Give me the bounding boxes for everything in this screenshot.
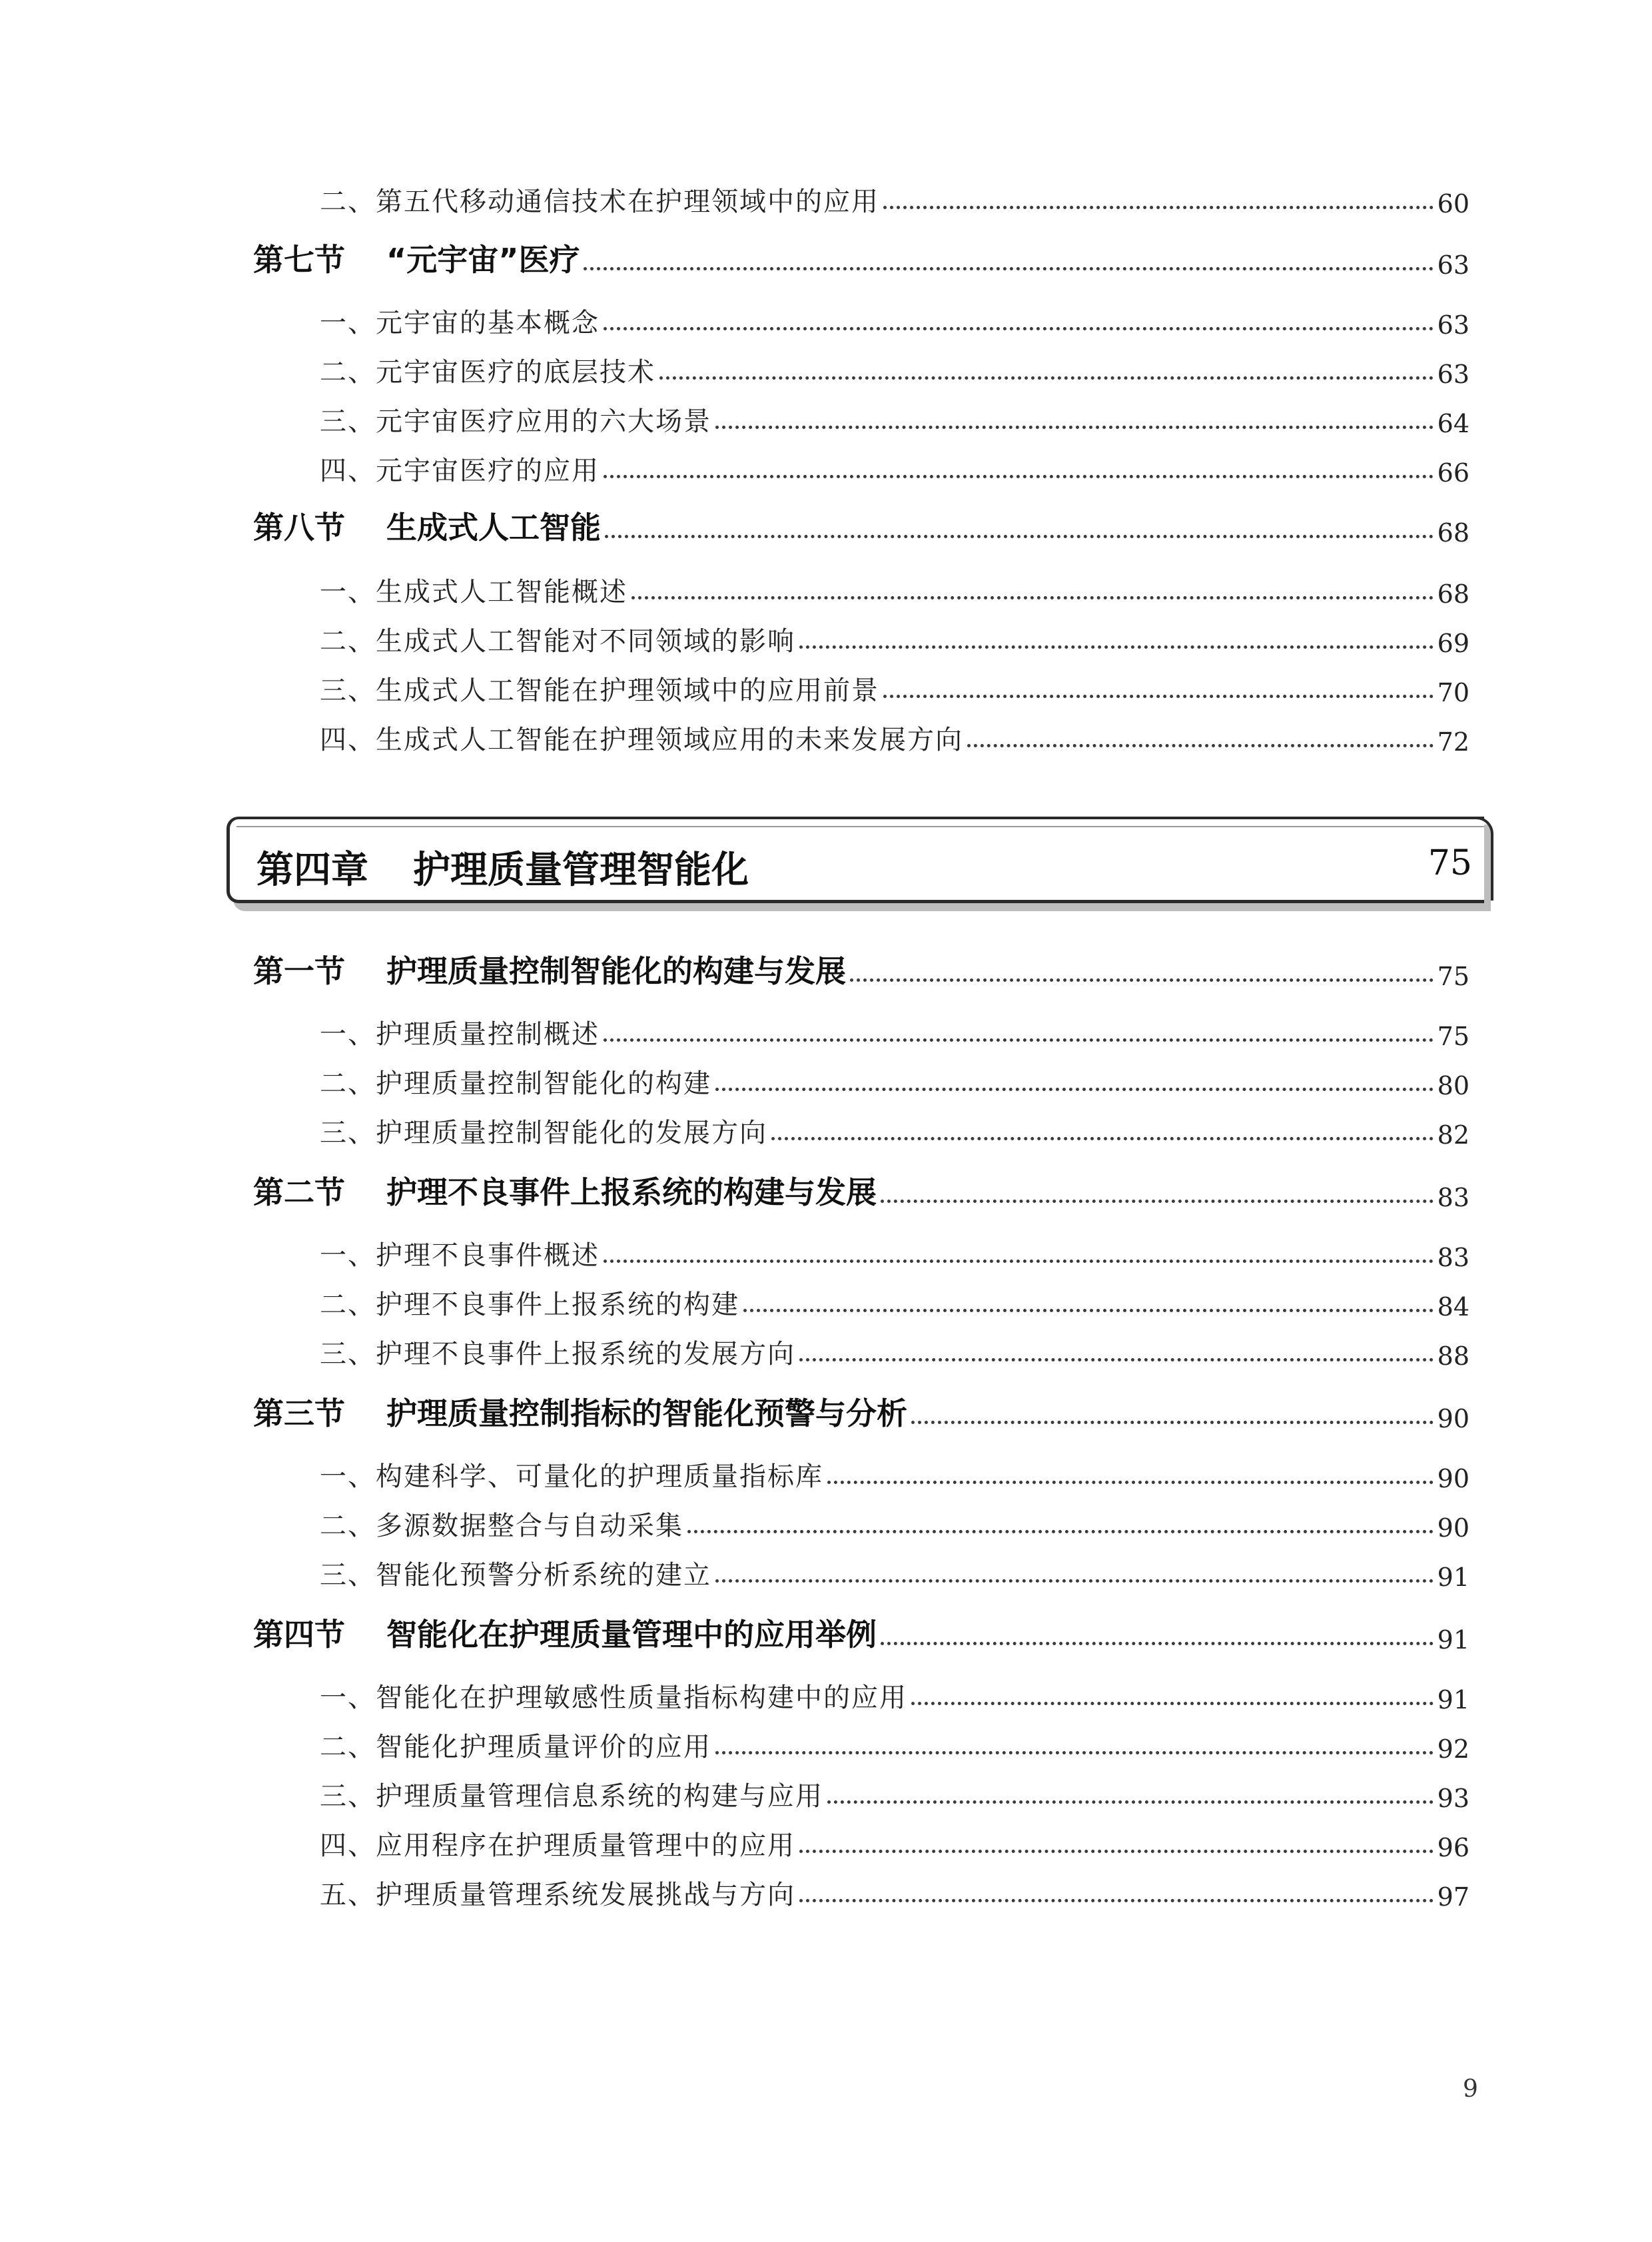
toc-entry-page: 75 <box>1437 1022 1469 1051</box>
section-label: 第二节 <box>253 1174 345 1210</box>
toc-section[interactable] <box>0 233 1652 280</box>
toc-section-page: 91 <box>1437 1625 1469 1655</box>
toc-section-title <box>253 236 580 280</box>
toc-entry[interactable] <box>0 1324 1652 1371</box>
toc-entry-title: 二、生成式人工智能对不同领域的影响 <box>320 626 795 657</box>
toc-entry-page: 72 <box>1437 727 1469 757</box>
section-label: 第四节 <box>253 1617 345 1653</box>
toc-entry[interactable] <box>0 1545 1652 1592</box>
toc-entry-page: 82 <box>1437 1120 1469 1150</box>
toc-entry-page: 83 <box>1437 1243 1469 1272</box>
leader-dots <box>584 267 1433 270</box>
toc-entry[interactable] <box>0 1816 1652 1862</box>
leader-dots <box>881 1642 1434 1645</box>
toc-entry[interactable] <box>0 1865 1652 1912</box>
toc-section-page: 75 <box>1437 962 1469 991</box>
toc-section-title <box>253 504 601 548</box>
toc-entry-title: 三、智能化预警分析系统的建立 <box>320 1560 711 1591</box>
toc-entry[interactable] <box>0 1668 1652 1714</box>
toc-entry-page: 63 <box>1437 360 1469 389</box>
leader-dots <box>659 376 1434 380</box>
section-label: 第三节 <box>253 1395 345 1431</box>
toc-entry-page: 80 <box>1437 1071 1469 1100</box>
toc-section[interactable] <box>0 501 1652 548</box>
leader-dots <box>687 1530 1434 1533</box>
leader-dots <box>604 1260 1434 1263</box>
section-name: “元宇宙”医疗 <box>386 242 580 278</box>
leader-dots <box>715 1579 1434 1583</box>
toc-entry[interactable] <box>0 1054 1652 1100</box>
leader-dots <box>743 1309 1434 1312</box>
toc-entry[interactable] <box>0 710 1652 757</box>
leader-dots <box>715 426 1434 429</box>
toc-entry-title: 三、护理质量控制智能化的发展方向 <box>320 1118 767 1148</box>
leader-dots <box>604 1038 1434 1042</box>
toc-entry[interactable] <box>0 1496 1652 1543</box>
leader-dots <box>881 1200 1434 1203</box>
section-name: 生成式人工智能 <box>386 510 601 546</box>
toc-entry-title: 三、护理不良事件上报系统的发展方向 <box>320 1339 795 1369</box>
toc-entry-page: 70 <box>1437 678 1469 707</box>
banner-inner-line <box>236 826 1484 827</box>
section-name: 护理质量控制指标的智能化预警与分析 <box>386 1395 907 1431</box>
toc-entry-page: 64 <box>1437 409 1469 438</box>
leader-dots <box>799 1358 1434 1361</box>
toc-entry-title: 三、护理质量管理信息系统的构建与应用 <box>320 1781 823 1812</box>
toc-section[interactable] <box>0 1608 1652 1655</box>
leader-dots <box>850 978 1434 982</box>
toc-entry-page: 66 <box>1437 458 1469 488</box>
toc-entry-title: 二、多源数据整合与自动采集 <box>320 1511 683 1541</box>
toc-entry-page: 91 <box>1437 1563 1469 1592</box>
toc-entry-page: 97 <box>1437 1882 1469 1912</box>
toc-entry[interactable] <box>0 1004 1652 1051</box>
toc-entry-page: 92 <box>1437 1734 1469 1764</box>
toc-entry-page: 93 <box>1437 1784 1469 1813</box>
toc-entry[interactable] <box>0 293 1652 340</box>
toc-entry[interactable] <box>0 661 1652 707</box>
toc-entry[interactable] <box>0 1275 1652 1321</box>
toc-entry[interactable] <box>0 392 1652 438</box>
toc-section-page: 90 <box>1437 1404 1469 1433</box>
toc-entry[interactable] <box>0 441 1652 488</box>
toc-entry-title: 一、元宇宙的基本概念 <box>320 308 600 338</box>
toc-section[interactable] <box>0 1166 1652 1212</box>
section-label: 第一节 <box>253 953 345 989</box>
toc-entry-title: 二、智能化护理质量评价的应用 <box>320 1732 711 1762</box>
toc-entry-title: 四、生成式人工智能在护理领域应用的未来发展方向 <box>320 725 963 755</box>
toc-entry-title: 一、构建科学、可量化的护理质量指标库 <box>320 1461 823 1492</box>
leader-dots <box>883 206 1434 209</box>
toc-entry-title: 二、元宇宙医疗的底层技术 <box>320 357 655 388</box>
leader-dots <box>771 1137 1434 1140</box>
toc-entry-page: 69 <box>1437 629 1469 658</box>
toc-entry[interactable] <box>0 172 1652 218</box>
chapter-name: 护理质量管理智能化 <box>413 849 749 892</box>
toc-section-title <box>253 1389 907 1433</box>
leader-dots <box>605 535 1434 538</box>
toc-entry-page: 91 <box>1437 1685 1469 1714</box>
toc-section[interactable] <box>0 944 1652 991</box>
toc-entry-page: 63 <box>1437 310 1469 340</box>
leader-dots <box>604 475 1434 478</box>
leader-dots <box>911 1421 1434 1424</box>
toc-entry-title: 四、应用程序在护理质量管理中的应用 <box>320 1830 795 1861</box>
toc-entry-title: 二、第五代移动通信技术在护理领域中的应用 <box>320 187 879 217</box>
chapter-banner[interactable] <box>226 817 1484 903</box>
leader-dots <box>715 1088 1434 1091</box>
chapter-label: 第四章 <box>256 849 368 892</box>
chapter-page: 75 <box>1428 843 1472 883</box>
toc-entry-title: 一、护理不良事件概述 <box>320 1240 600 1271</box>
toc-entry[interactable] <box>0 1103 1652 1150</box>
section-label: 第八节 <box>253 510 345 546</box>
section-name: 护理不良事件上报系统的构建与发展 <box>386 1174 877 1210</box>
toc-section-page: 63 <box>1437 250 1469 280</box>
toc-entry-title: 一、生成式人工智能概述 <box>320 577 627 607</box>
toc-entry-title: 四、元宇宙医疗的应用 <box>320 456 600 486</box>
chapter-title <box>256 841 749 894</box>
toc-entry[interactable] <box>0 611 1652 658</box>
toc-entry-title: 一、智能化在护理敏感性质量指标构建中的应用 <box>320 1682 907 1713</box>
toc-section-title <box>253 1168 877 1212</box>
leader-dots <box>799 1899 1434 1902</box>
toc-entry-page: 90 <box>1437 1464 1469 1493</box>
toc-entry-page: 60 <box>1437 189 1469 218</box>
leader-dots <box>631 596 1434 599</box>
leader-dots <box>967 744 1434 747</box>
leader-dots <box>604 327 1434 330</box>
toc-entry[interactable] <box>0 342 1652 389</box>
leader-dots <box>911 1702 1434 1705</box>
toc-entry[interactable] <box>0 1226 1652 1272</box>
toc-entry-title: 二、护理质量控制智能化的构建 <box>320 1068 711 1099</box>
toc-section-page: 83 <box>1437 1183 1469 1212</box>
toc-entry-title: 三、元宇宙医疗应用的六大场景 <box>320 406 711 437</box>
section-name: 智能化在护理质量管理中的应用举例 <box>386 1617 877 1653</box>
toc-entry[interactable] <box>0 1717 1652 1764</box>
leader-dots <box>827 1800 1434 1804</box>
page-number: 9 <box>1463 2075 1478 2103</box>
toc-section-title <box>253 1611 877 1655</box>
toc-entry-page: 96 <box>1437 1833 1469 1862</box>
leader-dots <box>827 1481 1434 1484</box>
section-label: 第七节 <box>253 242 345 278</box>
toc-entry-title: 二、护理不良事件上报系统的构建 <box>320 1290 739 1320</box>
toc-section[interactable] <box>0 1387 1652 1433</box>
leader-dots <box>883 695 1434 698</box>
toc-entry[interactable] <box>0 562 1652 609</box>
toc-entry[interactable] <box>0 1766 1652 1813</box>
toc-entry-page: 88 <box>1437 1341 1469 1371</box>
toc-entry-title: 五、护理质量管理系统发展挑战与方向 <box>320 1880 795 1910</box>
toc-entry-title: 一、护理质量控制概述 <box>320 1019 600 1050</box>
toc-entry-page: 84 <box>1437 1292 1469 1321</box>
leader-dots <box>799 1850 1434 1853</box>
banner-curl-corner <box>1471 817 1493 901</box>
toc-entry-title: 三、生成式人工智能在护理领域中的应用前景 <box>320 675 879 706</box>
toc-entry[interactable] <box>0 1447 1652 1493</box>
leader-dots <box>799 645 1434 649</box>
toc-entry-page: 90 <box>1437 1513 1469 1543</box>
toc-entry-page: 68 <box>1437 579 1469 609</box>
toc-section-title <box>253 947 846 991</box>
leader-dots <box>715 1751 1434 1754</box>
toc-section-page: 68 <box>1437 518 1469 548</box>
section-name: 护理质量控制智能化的构建与发展 <box>386 953 846 989</box>
